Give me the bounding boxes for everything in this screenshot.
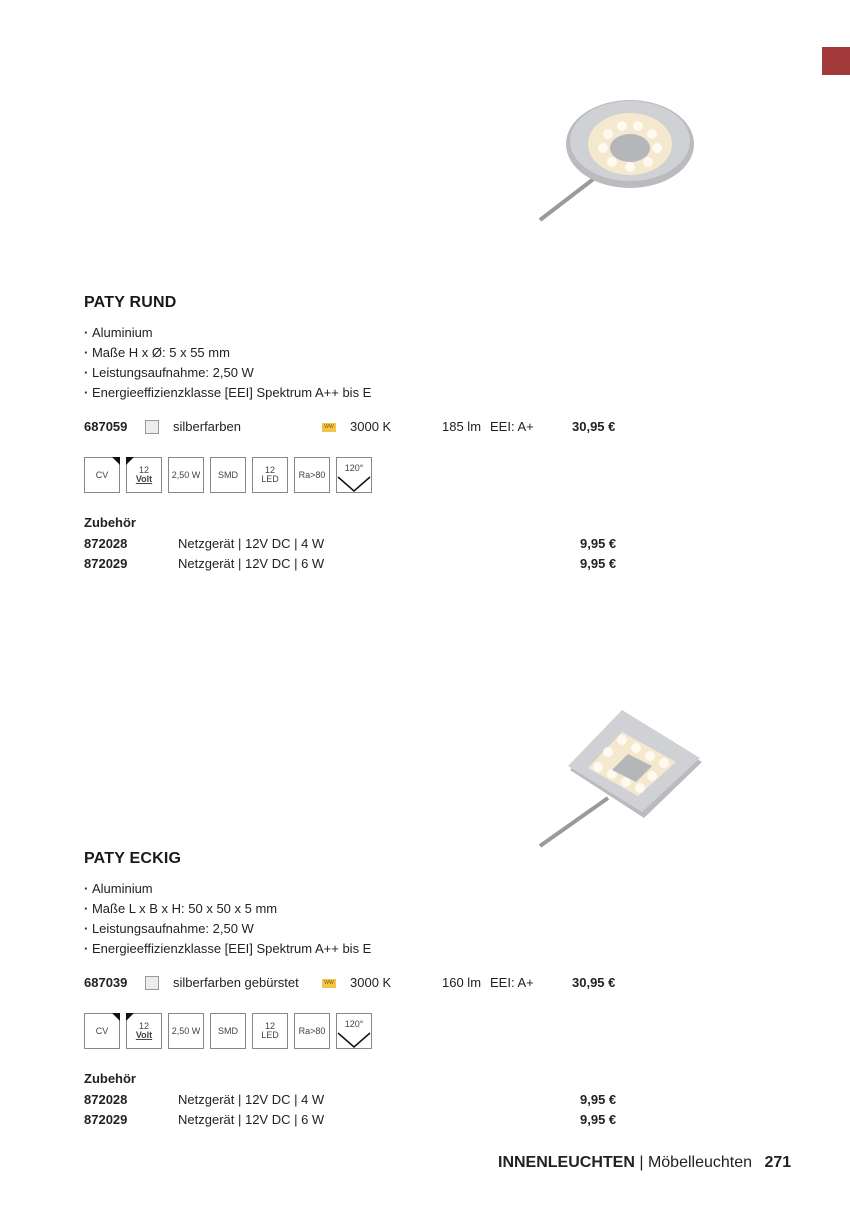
variant-sku: 687059 (84, 419, 128, 434)
variant-eei: EEI: A+ (490, 419, 534, 434)
variant-row (84, 419, 624, 437)
accessory-row (84, 556, 624, 574)
accessories-heading: Zubehör (84, 1071, 136, 1086)
corner-marker-icon (112, 1013, 120, 1021)
beam-shape-icon (337, 1032, 371, 1048)
accessory-sku: 872029 (84, 1112, 128, 1127)
beam-angle-icon: 120° (336, 1013, 372, 1049)
variant-kelvin: 3000 K (350, 419, 392, 434)
page-footer (498, 1154, 791, 1172)
product-title: PATY RUND (84, 294, 177, 311)
accessory-sku: 872028 (84, 1092, 128, 1107)
accessory-price: 9,95 € (580, 556, 617, 571)
variant-lumen: 185 lm (442, 419, 482, 434)
warm-white-icon: WW (322, 423, 336, 432)
accessory-desc: Netzgerät | 12V DC | 4 W (178, 536, 325, 551)
color-swatch (145, 420, 159, 434)
variant-color: silberfarben (173, 419, 241, 434)
variant-kelvin: 3000 K (350, 975, 392, 990)
feature-list (84, 879, 371, 959)
variant-sku: 687039 (84, 975, 128, 990)
beam-angle-icon: 120° (336, 457, 372, 493)
feature-item: · Leistungsaufnahme: 2,50 W (84, 919, 371, 939)
volt-icon: 12 Volt (126, 457, 162, 493)
chapter-tab (822, 47, 850, 75)
feature-item: · Aluminium (84, 323, 371, 343)
product-image-square (530, 706, 710, 851)
warm-white-icon: WW (322, 979, 336, 988)
variant-price: 30,95 € (572, 975, 616, 990)
product-title: PATY ECKIG (84, 850, 182, 867)
cv-icon: CV (84, 1013, 120, 1049)
accessory-sku: 872028 (84, 536, 128, 551)
variant-row (84, 975, 624, 993)
feature-list (84, 323, 371, 403)
wattage-icon: 2,50 W (168, 1013, 204, 1049)
footer-section: INNENLEUCHTEN (498, 1154, 635, 1171)
accessory-row (84, 536, 624, 554)
cv-icon: CV (84, 457, 120, 493)
feature-item: · Maße H x Ø: 5 x 55 mm (84, 343, 371, 363)
led-count-icon: 12 LED (252, 457, 288, 493)
feature-item: · Aluminium (84, 879, 371, 899)
color-swatch (145, 976, 159, 990)
variant-eei: EEI: A+ (490, 975, 534, 990)
accessory-row (84, 1092, 624, 1110)
feature-item: · Energieeffizienzklasse [EEI] Spektrum A++ bis E (84, 939, 371, 959)
variant-price: 30,95 € (572, 419, 616, 434)
smd-icon: SMD (210, 457, 246, 493)
variant-color: silberfarben gebürstet (173, 975, 299, 990)
accessories-heading: Zubehör (84, 515, 136, 530)
footer-separator: | (639, 1154, 648, 1171)
accessory-row (84, 1112, 624, 1130)
feature-item: · Leistungsaufnahme: 2,50 W (84, 363, 371, 383)
accessory-price: 9,95 € (580, 1112, 617, 1127)
corner-marker-icon (126, 1013, 134, 1021)
variant-lumen: 160 lm (442, 975, 482, 990)
smd-icon: SMD (210, 1013, 246, 1049)
footer-subsection: Möbelleuchten (647, 1154, 753, 1171)
volt-icon: 12 Volt (126, 1013, 162, 1049)
accessory-desc: Netzgerät | 12V DC | 6 W (178, 1112, 325, 1127)
led-count-icon: 12 LED (252, 1013, 288, 1049)
accessory-desc: Netzgerät | 12V DC | 6 W (178, 556, 325, 571)
page-number: 271 (764, 1154, 792, 1171)
cri-icon: Ra>80 (294, 1013, 330, 1049)
product-image-round (530, 92, 700, 227)
accessory-price: 9,95 € (580, 536, 617, 551)
feature-item: · Maße L x B x H: 50 x 50 x 5 mm (84, 899, 371, 919)
accessory-price: 9,95 € (580, 1092, 617, 1107)
wattage-icon: 2,50 W (168, 457, 204, 493)
accessory-sku: 872029 (84, 556, 128, 571)
beam-shape-icon (337, 476, 371, 492)
feature-item: · Energieeffizienzklasse [EEI] Spektrum A++ bis E (84, 383, 371, 403)
cri-icon: Ra>80 (294, 457, 330, 493)
corner-marker-icon (126, 457, 134, 465)
corner-marker-icon (112, 457, 120, 465)
accessory-desc: Netzgerät | 12V DC | 4 W (178, 1092, 325, 1107)
